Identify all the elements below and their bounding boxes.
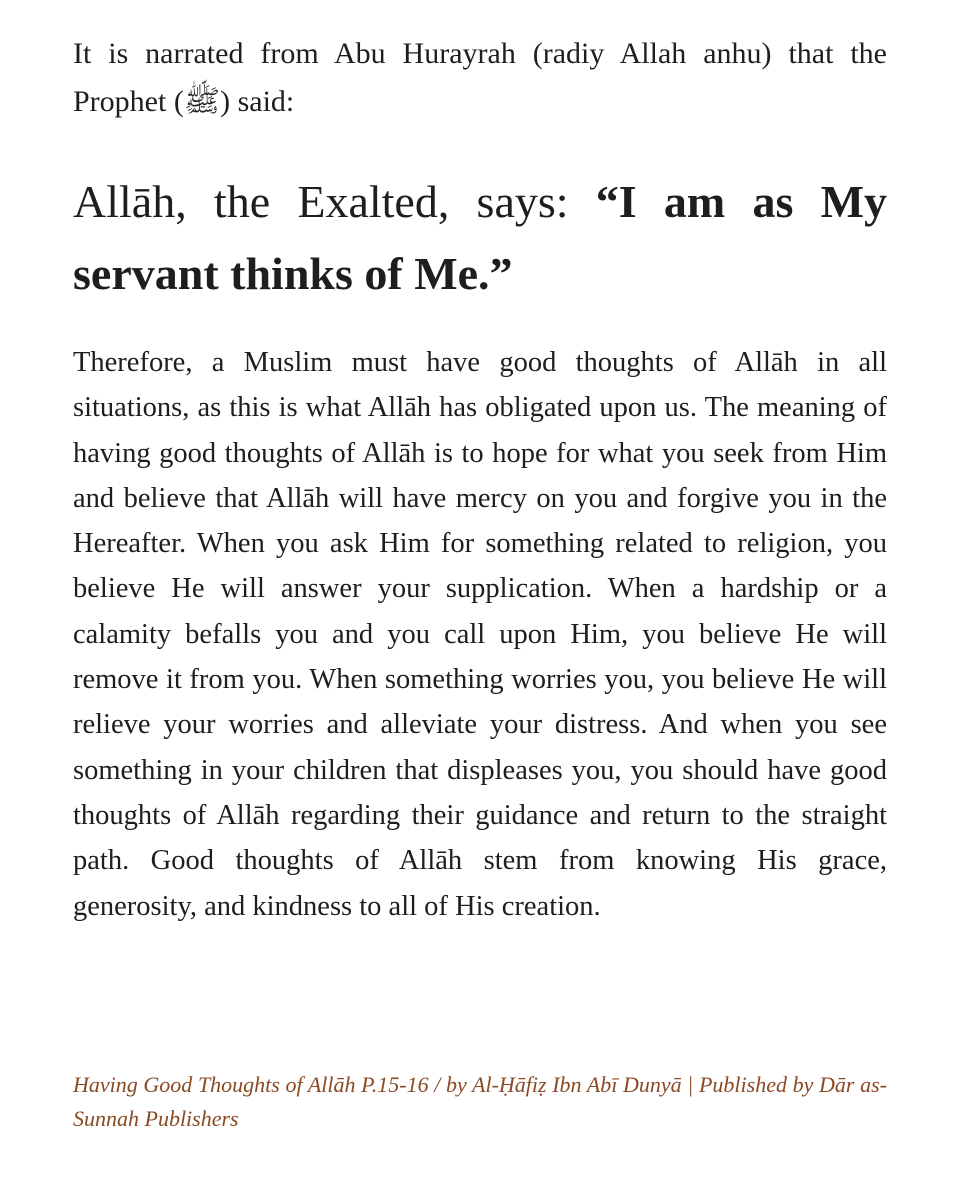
intro-text: It is narrated from Abu Hurayrah (radiy Allah anhu) that the Prophet <box>73 37 887 118</box>
narration-intro <box>73 30 887 126</box>
intro-text-end: said: <box>237 85 295 118</box>
document-page <box>73 30 887 929</box>
hadith-text <box>73 166 887 310</box>
hadith-quote: “I am as My servant thinks of Me.” <box>73 176 888 299</box>
hadith-lead: Allāh, the Exalted, says: <box>73 176 569 227</box>
explanation-paragraph: Therefore, a Muslim must have good thoughts of Allāh in all situations, as this is what Allāh has obligated upon us. The meaning of having good thoughts of Allāh is to hope for what you seek from Him and believe that Allāh will have mercy on you and forgive you in the Hereafter. When you ask Him for something related to religion, you believe He will answer your supplication. When a hardship or a calamity befalls you and you call upon Him, you believe He will remove it from you. When something worries you, you believe He will relieve your worries and alleviate your distress. And when you see something in your children that displeases you, you should have good thoughts of Allāh regarding their guidance and return to the straight path. Good thoughts of Allāh stem from knowing His grace, generosity, and kindness to all of His creation. <box>73 347 887 922</box>
salawat-symbol: (ﷺ) <box>173 85 231 118</box>
source-citation: Having Good Thoughts of Allāh P.15-16 / by Al-Ḥāfiẓ Ibn Abī Dunyā | Published by Dār as-Sunnah Publishers <box>73 1072 887 1131</box>
